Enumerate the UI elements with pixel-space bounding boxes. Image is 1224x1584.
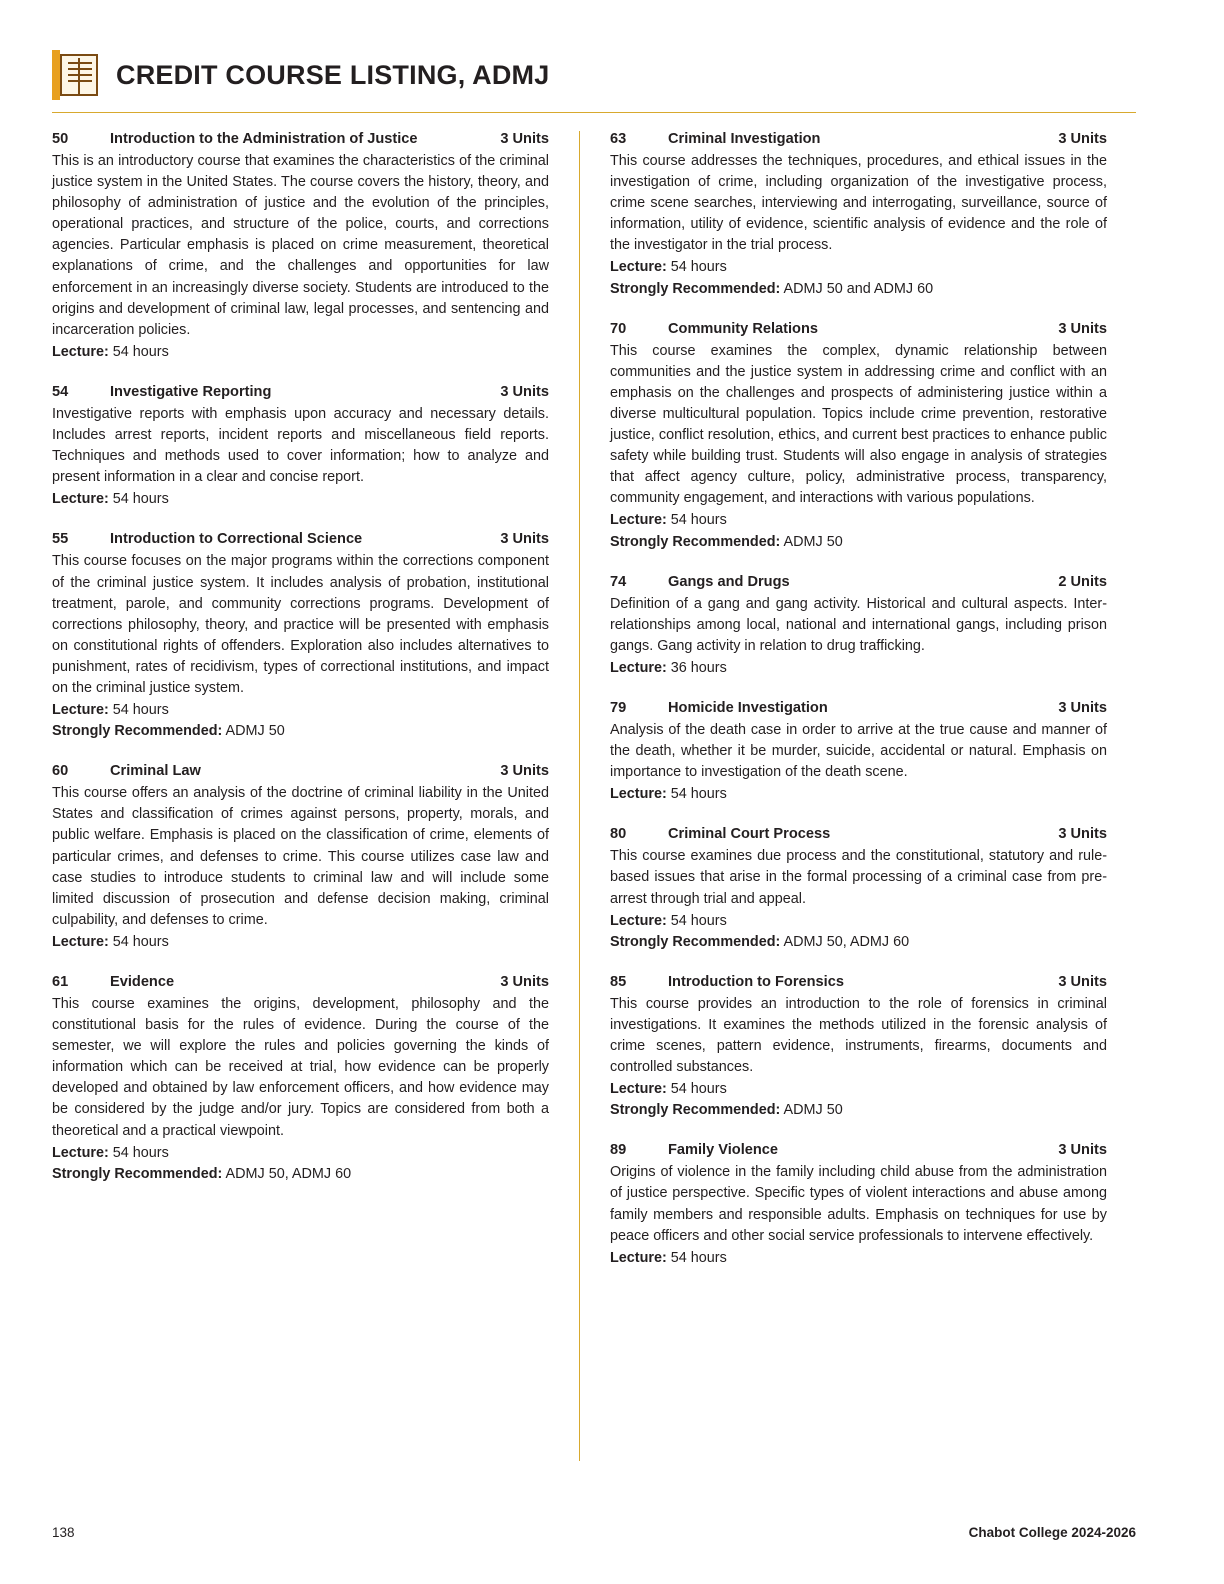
course-number: 70 [610, 320, 627, 337]
lecture-label: Lecture: [610, 912, 667, 929]
course-heading [610, 321, 1107, 337]
course-number: 61 [52, 974, 69, 990]
course-title: Criminal Investigation [668, 131, 821, 147]
course-description: This course addresses the techniques, procedures, and ethical issues in the investigation of crime, including organization of the investigative process, crime scene searches, interviewing and interrogating, surveillance, source of information, utility of evidence, scientific analysis of evidence and the role of the investigator in the trial process. [610, 153, 1107, 254]
strongly-recommended-label: Strongly Recommended: [52, 1165, 223, 1182]
course-entry [52, 384, 549, 510]
course-units: 3 Units [500, 531, 549, 548]
lecture-label: Lecture: [610, 659, 667, 676]
course-units: 3 Units [1058, 826, 1107, 843]
course-lecture-hours: Lecture: 54 hours [52, 1144, 169, 1161]
lecture-label: Lecture: [52, 343, 109, 360]
course-entry [52, 974, 549, 1185]
course-description: This course examines due process and the constitutional, statutory and rule-based issues that arise in the formal processing of a criminal case from pre-arrest through trial and appeal. [610, 848, 1107, 907]
course-units: 3 Units [500, 131, 549, 147]
course-strongly-recommended: Strongly Recommended: ADMJ 50, ADMJ 60 [610, 933, 910, 950]
lecture-label: Lecture: [610, 1081, 667, 1098]
course-heading [610, 574, 1107, 590]
course-number: 55 [52, 531, 69, 548]
course-number: 79 [610, 699, 627, 716]
page-header [52, 44, 1136, 106]
course-lecture-hours: Lecture: 54 hours [610, 1249, 727, 1266]
course-strongly-recommended: Strongly Recommended: ADMJ 50 and ADMJ 60 [610, 280, 934, 297]
course-strongly-recommended: Strongly Recommended: ADMJ 50 [610, 533, 843, 550]
course-heading [610, 700, 1107, 716]
lecture-label: Lecture: [610, 512, 667, 529]
course-lecture-hours: Lecture: 54 hours [52, 933, 169, 950]
course-number: 89 [610, 1142, 627, 1159]
course-units: 3 Units [1058, 699, 1107, 716]
course-heading [610, 974, 1107, 990]
course-entry [610, 574, 1107, 679]
course-number: 74 [610, 573, 627, 590]
course-title: Community Relations [668, 320, 819, 337]
course-description: Analysis of the death case in order to arrive at the true cause and manner of the death, whether it be murder, suicide, accidental or natural. Emphasis on importance to investigation of the death scene. [610, 721, 1107, 781]
course-units: 3 Units [1058, 973, 1107, 990]
course-lecture-hours: Lecture: 54 hours [610, 786, 727, 803]
strongly-recommended-label: Strongly Recommended: [610, 280, 781, 297]
course-title: Introduction to Forensics [668, 973, 844, 990]
course-number: 54 [52, 383, 69, 400]
course-units: 3 Units [500, 383, 549, 400]
course-number: 85 [610, 973, 627, 990]
course-strongly-recommended: Strongly Recommended: ADMJ 50 [610, 1102, 843, 1119]
course-strongly-recommended: Strongly Recommended: ADMJ 50, ADMJ 60 [52, 1165, 352, 1182]
course-description: This course focuses on the major programs within the corrections component of the criminal justice system. It includes analysis of probation, institutional treatment, parole, and community corrections programs. Development of corrections philosophy, theory, and practice will be presented with emphasis on constitutional rights of offenders. Exploration also includes alternatives to punishment, rates of recidivism, types of correctional institutions, and impact on the criminal justice system. [52, 553, 549, 696]
footer-source: Chabot College 2024-2026 [968, 1525, 1136, 1540]
course-heading [52, 131, 549, 147]
book-logo-icon [52, 50, 98, 100]
course-number: 60 [52, 763, 69, 780]
course-lecture-hours: Lecture: 54 hours [52, 702, 169, 719]
course-entry [52, 531, 549, 742]
course-columns [52, 131, 1136, 1461]
header-divider [52, 112, 1136, 113]
course-lecture-hours: Lecture: 54 hours [52, 491, 169, 508]
course-description: This course provides an introduction to the role of forensics in criminal investigations. It examines the methods utilized in the forensic analysis of crime scenes, pattern evidence, instruments, firearms, documents and controlled substances. [610, 995, 1107, 1076]
page-footer [52, 1525, 1136, 1540]
course-description: This course offers an analysis of the doctrine of criminal liability in the United States and classification of crimes against persons, property, morals, and public welfare. Emphasis is placed on the classification of crime, elements of particular crimes, and defenses to crime. This course utilizes case law and case studies to introduce students to criminal law and will include some limited discussion of prosecution and defense decision making, criminal culpability, and defenses to crime. [52, 785, 549, 928]
course-units: 3 Units [1058, 320, 1107, 337]
strongly-recommended-label: Strongly Recommended: [610, 1102, 781, 1119]
lecture-label: Lecture: [52, 702, 109, 719]
lecture-label: Lecture: [52, 933, 109, 950]
strongly-recommended-label: Strongly Recommended: [610, 533, 781, 550]
course-units: 3 Units [1058, 1142, 1107, 1159]
course-heading [610, 131, 1107, 147]
course-description: Investigative reports with emphasis upon accuracy and necessary details. Includes arrest reports, incident reports and miscellaneous field reports. Techniques and methods used to cover information; how to analyze and present information in a clear and concise report. [52, 405, 549, 486]
course-number: 63 [610, 131, 627, 147]
course-number: 50 [52, 131, 69, 147]
course-title: Homicide Investigation [668, 699, 828, 716]
course-entry [610, 700, 1107, 805]
course-entry [52, 131, 549, 363]
course-lecture-hours: Lecture: 36 hours [610, 659, 727, 676]
course-title: Criminal Court Process [668, 826, 831, 843]
course-number: 80 [610, 826, 627, 843]
course-description: This course examines the origins, development, philosophy and the constitutional basis for the rules of evidence. During the course of the semester, we will explore the rules and policies governing the kinds of information which can be received at trial, how evidence can be properly developed and obtained by law enforcement officers, and how evidence may be considered by the judge and/or jury. Topics are considered from both a theoretical and a practical viewpoint. [52, 996, 549, 1139]
course-title: Evidence [110, 974, 175, 990]
strongly-recommended-label: Strongly Recommended: [610, 933, 781, 950]
course-units: 2 Units [1058, 573, 1107, 590]
course-title: Criminal Law [110, 763, 201, 780]
lecture-label: Lecture: [52, 491, 109, 508]
course-heading [52, 763, 549, 779]
course-entry [610, 131, 1107, 300]
course-units: 3 Units [500, 763, 549, 780]
course-heading [610, 826, 1107, 842]
footer-page-number: 138 [52, 1525, 75, 1540]
strongly-recommended-label: Strongly Recommended: [52, 723, 223, 740]
course-strongly-recommended: Strongly Recommended: ADMJ 50 [52, 723, 285, 740]
course-title: Introduction to the Administration of Justice [110, 131, 418, 147]
course-heading [52, 974, 549, 990]
course-lecture-hours: Lecture: 54 hours [610, 259, 727, 276]
course-description: Definition of a gang and gang activity. Historical and cultural aspects. Inter-relationships among local, national and international gangs, including prison gangs. Gang activity in relation to drug trafficking. [610, 595, 1107, 654]
course-heading [52, 531, 549, 547]
course-lecture-hours: Lecture: 54 hours [610, 512, 727, 529]
lecture-label: Lecture: [610, 786, 667, 803]
left-column [52, 131, 579, 1461]
lecture-label: Lecture: [610, 1249, 667, 1266]
course-heading [52, 384, 549, 400]
course-description: Origins of violence in the family including child abuse from the administration of justice perspective. Specific types of violent interactions and abuse among family members and responsible adults. Emphasis on techniques for use by peace officers and other social service professionals to intervene effectively. [610, 1164, 1107, 1244]
course-entry [610, 826, 1107, 952]
course-units: 3 Units [1058, 131, 1107, 147]
course-title: Introduction to Correctional Science [110, 531, 363, 548]
right-column [580, 131, 1107, 1461]
course-heading [610, 1142, 1107, 1158]
course-description: This course examines the complex, dynamic relationship between communities and the justice system in addressing crime and conflict with an emphasis on the challenges and prospects of administering justice within a diverse multicultural population. Topics include crime prevention, restorative justice, conflict resolution, ethics, and current best practices to enhance public safety while building trust. Students will also engage in analysis of strategies that affect agency culture, policy, administrative process, transparency, community engagement, and interactions with various populations. [610, 342, 1107, 507]
page-title: CREDIT COURSE LISTING, ADMJ [116, 59, 550, 90]
course-title: Investigative Reporting [110, 383, 272, 400]
lecture-label: Lecture: [610, 259, 667, 276]
course-title: Gangs and Drugs [668, 573, 790, 590]
lecture-label: Lecture: [52, 1144, 109, 1161]
course-entry [52, 763, 549, 953]
course-entry [610, 974, 1107, 1122]
course-entry [610, 321, 1107, 553]
course-lecture-hours: Lecture: 54 hours [610, 912, 727, 929]
course-lecture-hours: Lecture: 54 hours [610, 1081, 727, 1098]
course-lecture-hours: Lecture: 54 hours [52, 343, 169, 360]
course-units: 3 Units [500, 974, 549, 990]
course-description: This is an introductory course that examines the characteristics of the criminal justice system in the United States. The course covers the history, theory, and philosophy of administration of justice and the evolution of the principles, operational practices, and structure of the police, courts, and corrections agencies. Particular emphasis is placed on crime measurement, theoretical explanations of crime, and the challenges and opportunities for law enforcement in an increasingly diverse society. Students are introduced to the origins and development of criminal law, legal processes, and sentencing and incarceration policies. [52, 153, 549, 338]
course-entry [610, 1142, 1107, 1268]
course-title: Family Violence [668, 1142, 779, 1159]
